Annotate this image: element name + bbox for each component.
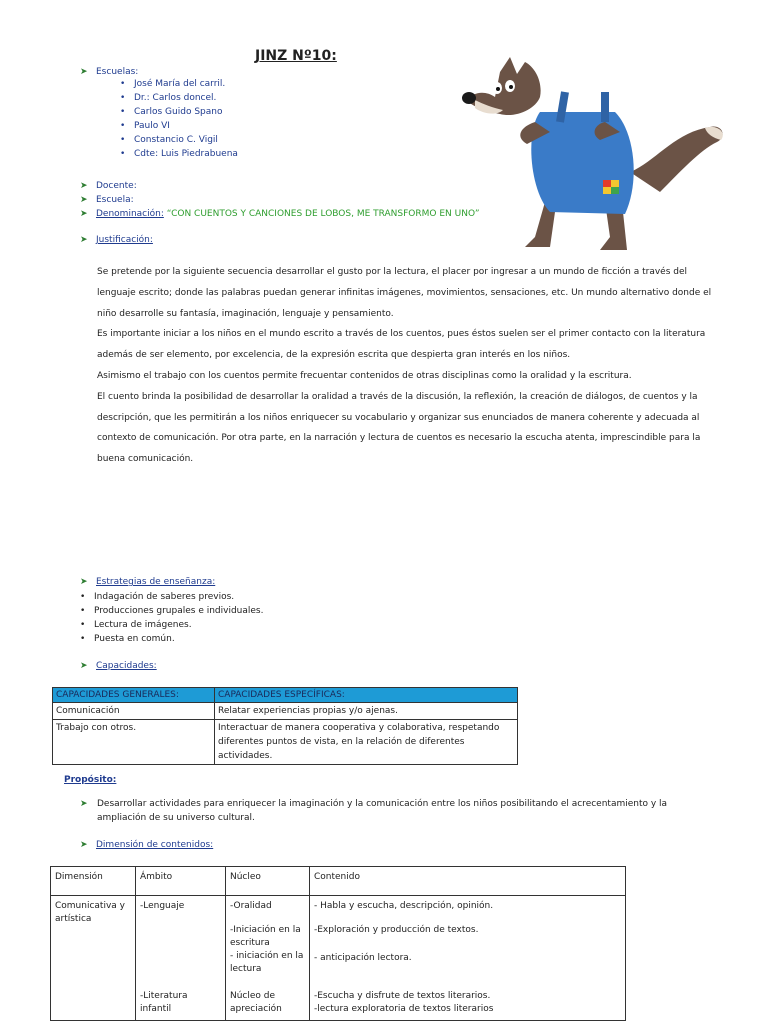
list-item: • Dr.: Carlos doncel. xyxy=(120,91,238,105)
table-cell xyxy=(226,896,310,1021)
contenido-item: -Exploración y producción de textos. xyxy=(314,925,479,935)
paragraph: Se pretende por la siguiente secuencia desarrollar el gusto por la lectura, el placer por ingresar a un mundo de ficción a través del lenguaje escrito; donde las palabras puedan generar infinitas imágenes, movimientos, sensaciones, etc. Un mundo alternativo donde el niño desarrolle su fantasía, imaginación, lenguaje y pensamiento. xyxy=(97,267,712,319)
arrow-bullet-icon: ➤ xyxy=(80,67,88,77)
justificacion-heading xyxy=(80,235,153,245)
capacidades-table xyxy=(52,687,518,765)
list-item: • Carlos Guido Spano xyxy=(120,105,238,119)
list-item: • Cdte: Luis Piedrabuena xyxy=(120,147,238,161)
paragraph: Es importante iniciar a los niños en el mundo escrito a través de los cuentos, pues éstos suelen ser el primer contacto con la literatura además de ser elemento, por excelencia, de la expresión escrita que despierta gran interés en los niños. xyxy=(97,329,706,361)
arrow-bullet-icon: ➤ xyxy=(80,209,88,219)
estrategias-heading xyxy=(80,577,215,587)
nucleo-item: -Iniciación en la escritura xyxy=(230,925,301,948)
justificacion-label: Justificación: xyxy=(96,235,153,245)
estrategias-list xyxy=(80,590,263,646)
table-cell xyxy=(136,896,226,1021)
table-header-cell: Núcleo xyxy=(226,867,310,896)
contenido-item: - anticipación lectora. xyxy=(314,953,412,963)
list-item: • Producciones grupales e individuales. xyxy=(80,604,263,618)
arrow-bullet-icon: ➤ xyxy=(80,235,88,245)
table-header-cell: CAPACIDADES GENERALES: xyxy=(53,688,215,703)
nucleo-item: Núcleo de apreciación xyxy=(230,991,282,1014)
arrow-bullet-icon: ➤ xyxy=(80,181,88,191)
escuelas-list xyxy=(120,77,238,161)
table-cell: Interactuar de manera cooperativa y colaborativa, respetando diferentes puntos de vista, en la relación de diferentes actividades. xyxy=(215,720,518,765)
arrow-bullet-icon: ➤ xyxy=(80,799,88,809)
table-row xyxy=(53,703,518,720)
table-row xyxy=(53,720,518,765)
escuelas-label: Escuelas: xyxy=(96,67,139,77)
nucleo-item: -Oralidad xyxy=(230,901,272,911)
table-header-cell: Ámbito xyxy=(136,867,226,896)
arrow-bullet-icon: ➤ xyxy=(80,661,88,671)
contenido-item: - Habla y escucha, descripción, opinión. xyxy=(314,901,494,911)
capacidades-label: Capacidades: xyxy=(96,661,157,671)
page-title: JINZ Nº10: xyxy=(255,48,337,64)
ambito-lenguaje: -Lenguaje xyxy=(140,901,185,911)
table-cell: Trabajo con otros. xyxy=(53,720,215,765)
contenidos-table xyxy=(50,866,626,1021)
denominacion-label: Denominación: xyxy=(96,209,164,219)
list-item: • Lectura de imágenes. xyxy=(80,618,263,632)
arrow-bullet-icon: ➤ xyxy=(80,577,88,587)
arrow-bullet-icon: ➤ xyxy=(80,195,88,205)
proposito-label: Propósito: xyxy=(64,775,117,785)
proposito-text: Desarrollar actividades para enriquecer la imaginación y la comunicación entre los niños posibilitando el acrecentamiento y la ampliación de su universo cultural. xyxy=(97,799,668,823)
ambito-literatura: -Literatura infantil xyxy=(140,991,188,1014)
table-header-cell: Dimensión xyxy=(51,867,136,896)
meta-section xyxy=(80,179,480,221)
escuelas-section xyxy=(80,67,238,161)
paragraph: Asimismo el trabajo con los cuentos permite frecuentar contenidos de otras disciplinas como la oralidad y la escritura. xyxy=(97,370,632,381)
paragraph: El cuento brinda la posibilidad de desarrollar la oralidad a través de la discusión, la reflexión, la creación de diálogos, de cuentos y la descripción, que les permitirán a los niños enriquecer su vocabulario y organizar sus enunciados de manera coherente y adecuada al contexto de comunicación. Por otra parte, en la narración y lectura de cuentos es necesario la escucha atenta, imprescindible para la buena comunicación. xyxy=(97,391,701,465)
capacidades-heading xyxy=(80,661,157,671)
wolf-illustration xyxy=(455,52,730,257)
list-item: • José María del carril. xyxy=(120,77,238,91)
table-header-cell: Contenido xyxy=(310,867,626,896)
list-item: • Constancio C. Vigil xyxy=(120,133,238,147)
table-cell: Relatar experiencias propias y/o ajenas. xyxy=(215,703,518,720)
docente-label: Docente: xyxy=(96,181,137,191)
nucleo-item: - iniciación en la lectura xyxy=(230,951,304,974)
justificacion-text xyxy=(97,262,712,470)
table-cell xyxy=(310,896,626,1021)
table-row xyxy=(51,896,626,1021)
list-item: • Paulo VI xyxy=(120,119,238,133)
denominacion-value: “CON CUENTOS Y CANCIONES DE LOBOS, ME TRANSFORMO EN UNO” xyxy=(166,209,480,219)
table-header-cell: CAPACIDADES ESPECÍFICAS: xyxy=(215,688,518,703)
table-header-row xyxy=(53,688,518,703)
contenido-item: -Escucha y disfrute de textos literarios. xyxy=(314,991,491,1001)
list-item: • Puesta en común. xyxy=(80,632,263,646)
proposito-section xyxy=(80,797,710,825)
table-cell: Comunicación xyxy=(53,703,215,720)
estrategias-label: Estrategias de enseñanza: xyxy=(96,577,216,587)
escuela-label: Escuela: xyxy=(96,195,134,205)
table-cell: Comunicativa y artística xyxy=(51,896,136,1021)
dimension-label: Dimensión de contenidos: xyxy=(96,840,214,850)
contenido-item: -lectura exploratoria de textos literarios xyxy=(314,1004,494,1014)
table-header-row xyxy=(51,867,626,896)
arrow-bullet-icon: ➤ xyxy=(80,840,88,850)
dimension-heading xyxy=(80,840,213,850)
list-item: • Indagación de saberes previos. xyxy=(80,590,263,604)
